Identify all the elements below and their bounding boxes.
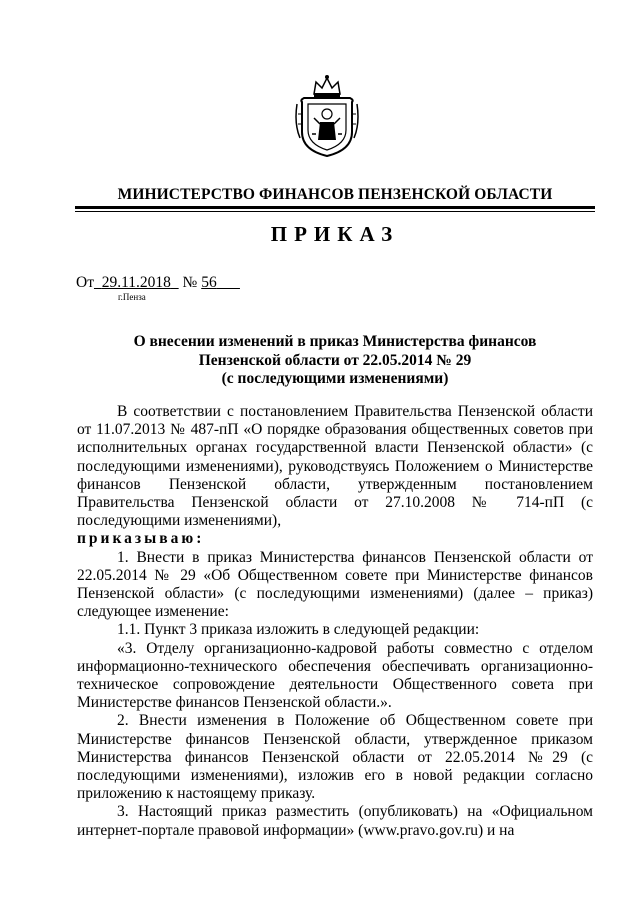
title-line-3: (с последующими изменениями) bbox=[221, 370, 449, 388]
document-title bbox=[75, 333, 595, 389]
document-type: ПРИКАЗ bbox=[270, 222, 400, 246]
city: г.Пенза bbox=[118, 292, 146, 302]
title-line-1: О внесении изменений в приказ Министерства финансов bbox=[133, 333, 537, 350]
item-1-1-paragraph: 1.1. Пункт 3 приказа изложить в следующей редакции: bbox=[117, 621, 480, 639]
penza-coat-of-arms-icon bbox=[294, 74, 360, 158]
header-rule-thick bbox=[75, 206, 595, 209]
order-number: 56 bbox=[201, 274, 217, 291]
document-body bbox=[77, 403, 593, 840]
date-prefix: От bbox=[76, 274, 94, 291]
order-date: 29.11.2018 bbox=[101, 274, 171, 291]
title-line-2: Пензенской области от 22.05.2014 № 29 bbox=[198, 351, 472, 369]
item-2-paragraph: 2. Внести изменения в Положение об Общественном совете при Министерстве финансов Пензенской области, утвержденное приказом Министерства финансов Пензенской области от 22.05.2014 №29 (с последующими изменениями), изложив его в новой редакции согласно приложению к настоящему приказу. bbox=[77, 712, 593, 803]
date-number-line bbox=[76, 274, 240, 292]
header-rule-thin bbox=[75, 211, 595, 212]
item-1-paragraph: 1. Внести в приказ Министерства финансов Пензенской области от 22.05.2014 № 29 «Об Общественном совете при Министерстве финансов Пензенской области» (с последующими изменениями) (далее – приказ) следующее изменение: bbox=[77, 548, 593, 621]
order-word: приказываю: bbox=[77, 530, 205, 548]
preamble-paragraph: В соответствии с постановлением Правительства Пензенской области от 11.07.2013 № 487-пП «О порядке образования общественных советов при исполнительных органах государственной власти Пензенской области» (с последующими изменениями), руководствуясь Положением о Министерстве финансов Пензенской области, утвержденным постановлением Правительства Пензенской области от 27.10.2008 № 714-пП (с последующими изменениями), bbox=[77, 403, 593, 530]
number-label: № bbox=[182, 274, 198, 291]
ministry-name: МИНИСТЕРСТВО ФИНАНСОВ ПЕНЗЕНСКОЙ ОБЛАСТИ bbox=[117, 186, 553, 203]
quote-paragraph: «3. Отделу организационно-кадровой работы совместно с отделом информационно-технического обеспечения обеспечивать организационно-техническое сопровождение деятельности Общественного совета при Министерстве финансов Пензенской области.». bbox=[77, 639, 593, 712]
item-3-paragraph: 3. Настоящий приказ разместить (опубликовать) на «Официальном интернет-портале правовой информации» (www.pravo.gov.ru) и на bbox=[77, 803, 593, 839]
